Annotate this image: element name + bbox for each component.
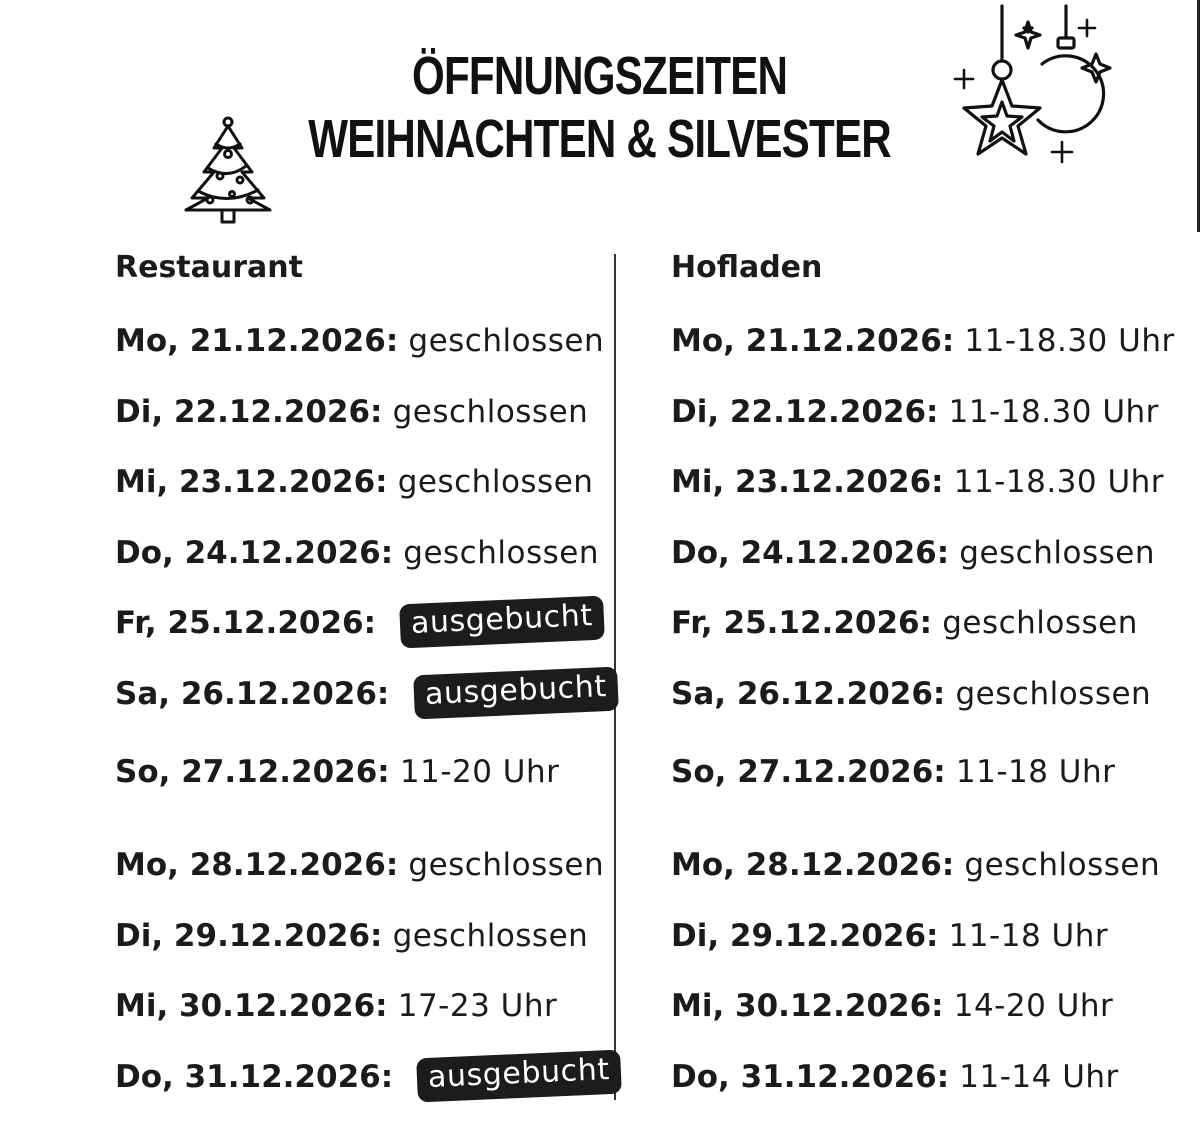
- schedule-hours: 14-20 Uhr: [953, 988, 1114, 1024]
- schedule-row: [115, 598, 604, 648]
- schedule-row: [671, 844, 1160, 885]
- schedule-hours: geschlossen: [408, 847, 605, 883]
- schedule-hours: geschlossen: [408, 323, 605, 359]
- schedule-hours: geschlossen: [955, 676, 1152, 712]
- schedule-date: Do, 31.12.2026:: [115, 1059, 394, 1095]
- schedule-date: Mi, 23.12.2026:: [671, 464, 944, 500]
- schedule-hours: 11-18.30 Uhr: [964, 323, 1175, 359]
- schedule-date: Mi, 30.12.2026:: [671, 988, 944, 1024]
- schedule-hours: 11-18 Uhr: [948, 918, 1109, 954]
- christmas-ornaments-icon: [946, 2, 1116, 178]
- booked-badge: ausgebucht: [416, 1050, 622, 1103]
- schedule-hours: geschlossen: [942, 605, 1138, 641]
- page-title-line-2: WEIHNACHTEN & SILVESTER: [308, 109, 891, 169]
- schedule-row: [671, 915, 1108, 956]
- schedule-date: Di, 22.12.2026:: [671, 394, 939, 430]
- schedule-row: [115, 461, 593, 502]
- schedule-date: Sa, 26.12.2026:: [115, 676, 390, 712]
- schedule-date: Fr, 25.12.2026:: [671, 605, 933, 641]
- schedule-date: So, 27.12.2026:: [115, 754, 390, 790]
- schedule-hours: 11-18.30 Uhr: [948, 394, 1159, 430]
- schedule-date: So, 27.12.2026:: [671, 754, 946, 790]
- schedule-row: [671, 751, 1115, 792]
- schedule-date: Do, 24.12.2026:: [671, 535, 950, 571]
- schedule-date: Fr, 25.12.2026:: [115, 605, 377, 641]
- schedule-date: Mi, 23.12.2026:: [115, 464, 388, 500]
- booked-badge: ausgebucht: [413, 667, 619, 720]
- schedule-row: [115, 985, 557, 1026]
- schedule-date: Di, 29.12.2026:: [115, 918, 383, 954]
- schedule-hours: geschlossen: [959, 535, 1155, 571]
- schedule-hours: 11-20 Uhr: [399, 754, 560, 790]
- schedule-hours: geschlossen: [392, 394, 589, 430]
- restaurant-heading: Restaurant: [115, 250, 303, 285]
- schedule-row: [671, 532, 1155, 573]
- schedule-hours: 11-18 Uhr: [955, 754, 1116, 790]
- schedule-date: Do, 24.12.2026:: [115, 535, 394, 571]
- schedule-hours: 11-18.30 Uhr: [953, 464, 1165, 500]
- schedule-date: Mo, 28.12.2026:: [115, 847, 399, 883]
- page-title-line-1: ÖFFNUNGSZEITEN: [411, 46, 788, 106]
- schedule-hours: 17-23 Uhr: [397, 988, 558, 1024]
- schedule-row: [115, 751, 559, 792]
- schedule-row: [115, 320, 604, 361]
- schedule-date: Sa, 26.12.2026:: [671, 676, 946, 712]
- schedule-date: Do, 31.12.2026:: [671, 1059, 950, 1095]
- schedule-row: [115, 669, 617, 719]
- christmas-tree-icon: [180, 114, 276, 226]
- schedule-row: [671, 673, 1151, 714]
- schedule-hours: geschlossen: [964, 847, 1161, 883]
- schedule-date: Di, 29.12.2026:: [671, 918, 939, 954]
- schedule-row: [671, 1056, 1119, 1097]
- schedule-row: [671, 602, 1138, 643]
- schedule-hours: 11-14 Uhr: [959, 1059, 1119, 1095]
- schedule-hours: geschlossen: [403, 535, 599, 571]
- schedule-hours: geschlossen: [392, 918, 589, 954]
- schedule-row: [671, 320, 1175, 361]
- schedule-hours: geschlossen: [397, 464, 594, 500]
- schedule-row: [671, 985, 1113, 1026]
- schedule-date: Di, 22.12.2026:: [115, 394, 383, 430]
- hofladen-heading: Hofladen: [671, 250, 823, 285]
- schedule-row: [671, 461, 1164, 502]
- schedule-row: [115, 844, 604, 885]
- schedule-row: [115, 532, 599, 573]
- schedule-row: [115, 1052, 621, 1102]
- schedule-date: Mo, 21.12.2026:: [671, 323, 955, 359]
- schedule-row: [671, 391, 1159, 432]
- booked-badge: ausgebucht: [399, 596, 605, 649]
- schedule-row: [115, 915, 588, 956]
- schedule-date: Mo, 21.12.2026:: [115, 323, 399, 359]
- schedule-date: Mo, 28.12.2026:: [671, 847, 955, 883]
- schedule-row: [115, 391, 588, 432]
- schedule-date: Mi, 30.12.2026:: [115, 988, 388, 1024]
